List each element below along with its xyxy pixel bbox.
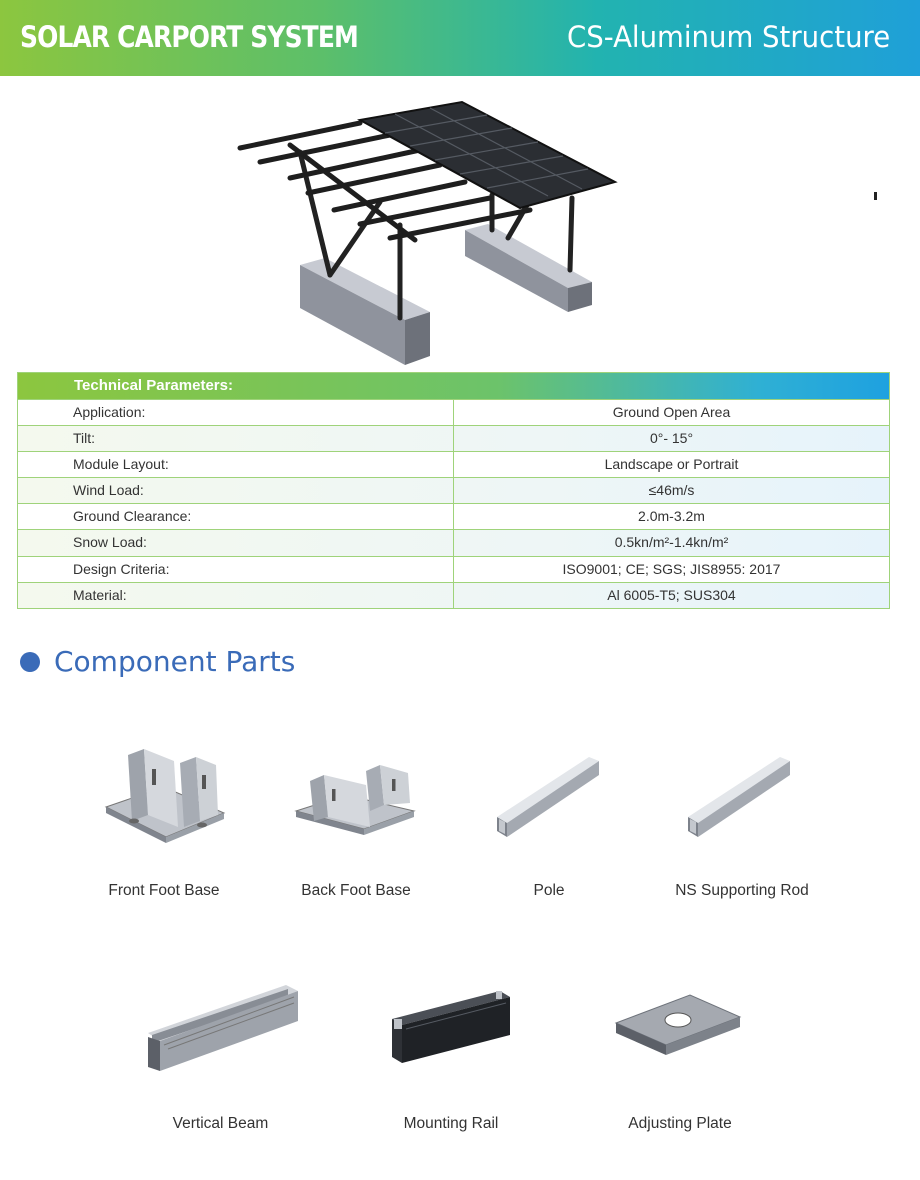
table-row <box>18 582 889 608</box>
param-label: Ground Clearance: <box>18 504 454 529</box>
param-label: Snow Load: <box>18 530 454 555</box>
param-label: Wind Load: <box>18 478 454 503</box>
adjusting-plate-icon <box>600 975 760 1085</box>
part-name: Adjusting Plate <box>628 1115 732 1132</box>
mounting-rail-icon <box>370 975 532 1085</box>
table-row <box>18 477 889 503</box>
param-value: 0.5kn/m²-1.4kn/m² <box>614 534 729 551</box>
table-row <box>18 556 889 582</box>
table-row <box>18 399 889 425</box>
front-foot-base-icon <box>84 735 244 855</box>
part-name: Mounting Rail <box>403 1115 499 1132</box>
table-row <box>18 503 889 529</box>
brand-title: SOLAR CARPORT SYSTEM <box>20 20 358 54</box>
vertical-beam-icon <box>138 975 303 1085</box>
param-label: Tilt: <box>18 426 454 451</box>
component-parts-heading <box>20 645 295 678</box>
part-name: Back Foot Base <box>301 882 411 899</box>
stray-mark <box>874 192 877 200</box>
part-vertical-beam <box>138 975 303 1140</box>
part-front-foot-base <box>84 735 244 905</box>
part-name: Front Foot Base <box>108 882 220 899</box>
header-banner <box>0 0 920 76</box>
table-header: Technical Parameters: <box>18 373 889 399</box>
part-name: Pole <box>533 882 565 899</box>
param-value: Ground Open Area <box>612 404 731 420</box>
section-title: Component Parts <box>54 645 296 678</box>
param-value: 0°- 15° <box>649 430 694 447</box>
table-row <box>18 425 889 451</box>
table-row <box>18 529 889 555</box>
param-label: Module Layout: <box>18 452 454 477</box>
part-ns-supporting-rod <box>662 735 822 905</box>
bullet-dot-icon <box>20 652 40 672</box>
param-label: Design Criteria: <box>18 557 454 582</box>
param-label: Application: <box>18 400 454 425</box>
param-value: ≤46m/s <box>648 482 695 499</box>
part-mounting-rail <box>370 975 532 1140</box>
param-value: Landscape or Portrait <box>604 456 739 473</box>
param-value: ISO9001; CE; SGS; JIS8955: 2017 <box>562 560 781 577</box>
technical-parameters-table <box>17 372 890 609</box>
carport-illustration <box>230 90 630 370</box>
pole-icon <box>469 735 629 855</box>
part-adjusting-plate <box>600 975 760 1140</box>
part-name: NS Supporting Rod <box>675 882 809 899</box>
ns-supporting-rod-icon <box>662 735 822 855</box>
table-row <box>18 451 889 477</box>
param-value: Al 6005-T5; SUS304 <box>607 586 736 603</box>
part-name: Vertical Beam <box>172 1115 269 1132</box>
product-subtitle: CS-Aluminum Structure <box>566 20 890 54</box>
part-back-foot-base <box>276 735 436 905</box>
back-foot-base-icon <box>276 735 436 855</box>
part-pole <box>469 735 629 905</box>
param-label: Material: <box>18 583 454 608</box>
param-value: 2.0m-3.2m <box>638 508 705 525</box>
